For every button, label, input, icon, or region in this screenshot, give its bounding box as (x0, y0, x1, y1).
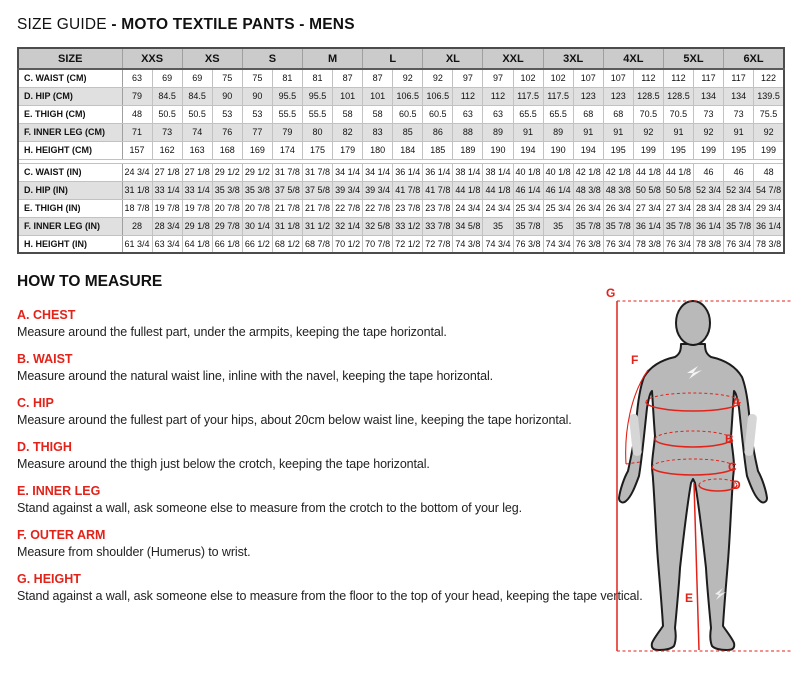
measure-item-text: Stand against a wall, ask someone else to measure from the crotch to the bottom of your leg. (17, 501, 522, 515)
size-column-header: L (363, 48, 423, 69)
row-label: H. HEIGHT (IN) (18, 235, 122, 253)
size-cell: 46 1/4 (543, 181, 573, 199)
size-cell: 90 (242, 87, 272, 105)
measure-item (17, 352, 617, 383)
size-cell: 64 1/8 (182, 235, 212, 253)
size-column-header: XXS (122, 48, 182, 69)
size-cell: 31 7/8 (302, 163, 332, 181)
size-cell: 76 3/4 (603, 235, 633, 253)
size-cell: 18 7/8 (122, 199, 152, 217)
size-cell: 39 3/4 (363, 181, 393, 199)
size-cell: 20 7/8 (242, 199, 272, 217)
size-cell: 75 (212, 69, 242, 87)
size-cell: 27 1/8 (182, 163, 212, 181)
size-cell: 84.5 (182, 87, 212, 105)
size-cell: 75 (242, 69, 272, 87)
size-cell: 81 (302, 69, 332, 87)
size-cell: 27 1/8 (152, 163, 182, 181)
size-column-header: XL (423, 48, 483, 69)
size-cell: 112 (453, 87, 483, 105)
size-cell: 128.5 (663, 87, 693, 105)
size-cell: 77 (242, 123, 272, 141)
measure-item-text: Measure around the fullest part, under the armpits, keeping the tape horizontal. (17, 325, 447, 339)
size-cell: 28 3/4 (693, 199, 723, 217)
size-cell: 28 (122, 217, 152, 235)
measure-item-label: A. CHEST (17, 308, 76, 322)
size-cell: 35 7/8 (663, 217, 693, 235)
row-label: F. INNER LEG (CM) (18, 123, 122, 141)
size-cell: 102 (513, 69, 543, 87)
size-cell: 48 3/8 (603, 181, 633, 199)
size-cell: 50 5/8 (633, 181, 663, 199)
size-cell: 71 (122, 123, 152, 141)
size-cell: 52 3/4 (693, 181, 723, 199)
table-row (18, 105, 784, 123)
figure-label-waist: B (725, 432, 734, 446)
measurement-figure (595, 286, 795, 668)
size-cell: 128.5 (633, 87, 663, 105)
size-cell: 23 7/8 (423, 199, 453, 217)
size-cell: 21 7/8 (302, 199, 332, 217)
size-cell: 107 (573, 69, 603, 87)
size-cell: 134 (724, 87, 754, 105)
size-cell: 40 1/8 (513, 163, 543, 181)
size-cell: 25 3/4 (543, 199, 573, 217)
size-cell: 87 (333, 69, 363, 87)
row-label: H. HEIGHT (CM) (18, 141, 122, 159)
size-cell: 27 3/4 (633, 199, 663, 217)
row-label: D. HIP (CM) (18, 87, 122, 105)
measure-item (17, 484, 617, 515)
size-cell: 195 (663, 141, 693, 159)
size-cell: 44 1/8 (663, 163, 693, 181)
size-cell: 35 7/8 (603, 217, 633, 235)
size-cell: 190 (483, 141, 513, 159)
measure-item-text: Stand against a wall, ask someone else to measure from the floor to the top of your head, keeping the tape vertical. (17, 589, 643, 603)
size-cell: 66 1/8 (212, 235, 242, 253)
how-to-measure-heading: HOW TO MEASURE (17, 273, 163, 290)
row-label: F. INNER LEG (IN) (18, 217, 122, 235)
size-cell: 83 (363, 123, 393, 141)
size-cell: 31 1/2 (302, 217, 332, 235)
size-cell: 112 (663, 69, 693, 87)
size-cell: 194 (573, 141, 603, 159)
page-title (17, 16, 785, 34)
size-cell: 70.5 (633, 105, 663, 123)
size-cell: 92 (754, 123, 784, 141)
measure-item-label: B. WAIST (17, 352, 73, 366)
size-cell: 19 7/8 (152, 199, 182, 217)
size-cell: 37 5/8 (272, 181, 302, 199)
size-cell: 88 (453, 123, 483, 141)
size-cell: 29 1/8 (182, 217, 212, 235)
size-column-header: M (302, 48, 362, 69)
size-cell: 139.5 (754, 87, 784, 105)
table-row (18, 235, 784, 253)
size-cell: 123 (603, 87, 633, 105)
size-cell: 26 3/4 (573, 199, 603, 217)
size-cell: 25 3/4 (513, 199, 543, 217)
size-cell: 63 3/4 (152, 235, 182, 253)
size-cell: 37 5/8 (302, 181, 332, 199)
size-cell: 174 (272, 141, 302, 159)
size-cell: 65.5 (543, 105, 573, 123)
size-cell: 34 1/4 (363, 163, 393, 181)
size-cell: 68 (573, 105, 603, 123)
size-cell: 55.5 (302, 105, 332, 123)
size-cell: 72 1/2 (393, 235, 423, 253)
size-cell: 117.5 (513, 87, 543, 105)
size-cell: 73 (724, 105, 754, 123)
size-cell: 27 3/4 (663, 199, 693, 217)
size-cell: 91 (513, 123, 543, 141)
measure-item (17, 572, 643, 603)
size-cell: 101 (333, 87, 363, 105)
measure-item-text: Measure around the fullest part of your hips, about 20cm below waist line, keeping the tape horizontal. (17, 413, 572, 427)
table-row (18, 141, 784, 159)
size-cell: 89 (543, 123, 573, 141)
measure-item-text: Measure from shoulder (Humerus) to wrist. (17, 545, 251, 559)
size-cell: 24 3/4 (122, 163, 152, 181)
table-row (18, 217, 784, 235)
size-cell: 36 1/4 (633, 217, 663, 235)
size-cell: 41 7/8 (393, 181, 423, 199)
size-cell: 44 1/8 (633, 163, 663, 181)
size-cell: 58 (333, 105, 363, 123)
how-to-measure-section (17, 273, 643, 603)
page-title-regular: SIZE GUIDE (17, 16, 107, 33)
measure-item (17, 440, 617, 471)
size-cell: 35 3/8 (212, 181, 242, 199)
size-cell: 33 1/2 (393, 217, 423, 235)
size-cell: 38 1/4 (483, 163, 513, 181)
table-row (18, 181, 784, 199)
size-cell: 76 (212, 123, 242, 141)
size-cell: 31 1/8 (272, 217, 302, 235)
size-cell: 63 (483, 105, 513, 123)
size-cell: 63 (122, 69, 152, 87)
size-cell: 32 1/4 (333, 217, 363, 235)
size-cell: 50.5 (152, 105, 182, 123)
size-cell: 76 3/8 (573, 235, 603, 253)
size-cell: 31 7/8 (272, 163, 302, 181)
size-column-header: XS (182, 48, 242, 69)
size-cell: 97 (483, 69, 513, 87)
figure-label-height: G (606, 286, 616, 300)
size-cell: 122 (754, 69, 784, 87)
size-cell: 76 3/8 (513, 235, 543, 253)
size-cell: 92 (393, 69, 423, 87)
row-label: E. THIGH (CM) (18, 105, 122, 123)
size-cell: 35 7/8 (513, 217, 543, 235)
size-cell: 92 (693, 123, 723, 141)
size-cell: 35 3/8 (242, 181, 272, 199)
size-cell: 97 (453, 69, 483, 87)
size-cell: 58 (363, 105, 393, 123)
size-cell: 78 3/8 (754, 235, 784, 253)
row-label: C. WAIST (IN) (18, 163, 122, 181)
size-cell: 79 (272, 123, 302, 141)
size-cell: 74 3/8 (453, 235, 483, 253)
size-cell: 91 (663, 123, 693, 141)
measure-item-text: Measure around the natural waist line, inline with the navel, keeping the tape horizontal. (17, 369, 494, 383)
size-cell: 48 (754, 163, 784, 181)
size-cell: 86 (423, 123, 453, 141)
size-corner-header: SIZE (18, 48, 122, 69)
size-cell: 70 7/8 (363, 235, 393, 253)
size-cell: 163 (182, 141, 212, 159)
size-cell: 46 (724, 163, 754, 181)
measure-item-label: D. THIGH (17, 440, 72, 454)
size-cell: 42 1/8 (573, 163, 603, 181)
head-shape (676, 301, 710, 345)
size-cell: 36 1/4 (423, 163, 453, 181)
size-cell: 33 1/4 (152, 181, 182, 199)
size-cell: 81 (272, 69, 302, 87)
size-cell: 36 1/4 (693, 217, 723, 235)
size-cell: 184 (393, 141, 423, 159)
size-cell: 78 3/8 (693, 235, 723, 253)
size-cell: 65.5 (513, 105, 543, 123)
size-column-header: 5XL (663, 48, 723, 69)
size-cell: 91 (573, 123, 603, 141)
size-cell: 91 (603, 123, 633, 141)
size-cell: 84.5 (152, 87, 182, 105)
size-cell: 78 3/8 (633, 235, 663, 253)
size-cell: 34 5/8 (453, 217, 483, 235)
size-cell: 112 (633, 69, 663, 87)
size-column-header: XXL (483, 48, 543, 69)
measure-item (17, 308, 617, 339)
size-cell: 29 1/2 (242, 163, 272, 181)
size-cell: 87 (363, 69, 393, 87)
size-cell: 36 1/4 (393, 163, 423, 181)
size-table (17, 47, 785, 254)
size-cell: 53 (212, 105, 242, 123)
size-cell: 117 (724, 69, 754, 87)
size-cell: 107 (603, 69, 633, 87)
size-cell: 68 (603, 105, 633, 123)
size-column-header: S (242, 48, 302, 69)
size-cell: 35 7/8 (573, 217, 603, 235)
size-cell: 41 7/8 (423, 181, 453, 199)
size-cell: 20 7/8 (212, 199, 242, 217)
size-cell: 195 (724, 141, 754, 159)
size-cell: 33 7/8 (423, 217, 453, 235)
size-cell: 46 (693, 163, 723, 181)
size-cell: 106.5 (423, 87, 453, 105)
size-cell: 24 3/4 (483, 199, 513, 217)
size-cell: 76 3/4 (663, 235, 693, 253)
row-label: D. HIP (IN) (18, 181, 122, 199)
size-cell: 169 (242, 141, 272, 159)
size-cell: 79 (122, 87, 152, 105)
size-cell: 21 7/8 (272, 199, 302, 217)
size-cell: 31 1/8 (122, 181, 152, 199)
size-cell: 106.5 (393, 87, 423, 105)
size-cell: 175 (302, 141, 332, 159)
size-cell: 63 (453, 105, 483, 123)
measure-item (17, 528, 617, 559)
measure-list (17, 308, 643, 603)
size-cell: 60.5 (423, 105, 453, 123)
size-cell: 199 (754, 141, 784, 159)
size-table-header-row (18, 48, 784, 69)
size-cell: 52 3/4 (724, 181, 754, 199)
size-cell: 90 (212, 87, 242, 105)
measure-item-label: G. HEIGHT (17, 572, 81, 586)
size-cell: 180 (363, 141, 393, 159)
size-cell: 199 (633, 141, 663, 159)
body-diagram (595, 286, 795, 668)
figure-label-chest: A (732, 395, 741, 409)
size-cell: 29 7/8 (212, 217, 242, 235)
size-cell: 189 (453, 141, 483, 159)
size-cell: 92 (423, 69, 453, 87)
table-row (18, 69, 784, 87)
size-cell: 95.5 (272, 87, 302, 105)
size-cell: 35 (543, 217, 573, 235)
size-cell: 134 (693, 87, 723, 105)
size-cell: 35 7/8 (724, 217, 754, 235)
size-cell: 44 1/8 (453, 181, 483, 199)
size-cell: 162 (152, 141, 182, 159)
size-cell: 23 7/8 (393, 199, 423, 217)
size-cell: 28 3/4 (724, 199, 754, 217)
size-cell: 55.5 (272, 105, 302, 123)
size-cell: 157 (122, 141, 152, 159)
size-cell: 50.5 (182, 105, 212, 123)
size-cell: 61 3/4 (122, 235, 152, 253)
size-cell: 53 (242, 105, 272, 123)
table-row (18, 123, 784, 141)
size-cell: 39 3/4 (333, 181, 363, 199)
size-cell: 69 (152, 69, 182, 87)
table-row (18, 87, 784, 105)
size-cell: 32 5/8 (363, 217, 393, 235)
size-cell: 80 (302, 123, 332, 141)
size-cell: 168 (212, 141, 242, 159)
size-cell: 60.5 (393, 105, 423, 123)
size-cell: 24 3/4 (453, 199, 483, 217)
size-cell: 101 (363, 87, 393, 105)
row-label: C. WAIST (CM) (18, 69, 122, 87)
size-cell: 50 5/8 (663, 181, 693, 199)
size-cell: 117.5 (543, 87, 573, 105)
size-column-header: 6XL (724, 48, 784, 69)
size-cell: 30 1/4 (242, 217, 272, 235)
page-title-bold: - MOTO TEXTILE PANTS - MENS (111, 16, 355, 33)
size-cell: 28 3/4 (152, 217, 182, 235)
size-cell: 66 1/2 (242, 235, 272, 253)
size-cell: 194 (513, 141, 543, 159)
size-cell: 46 1/4 (513, 181, 543, 199)
figure-label-inner-leg: E (685, 591, 694, 605)
size-cell: 95.5 (302, 87, 332, 105)
size-cell: 179 (333, 141, 363, 159)
size-cell: 26 3/4 (603, 199, 633, 217)
size-cell: 92 (633, 123, 663, 141)
size-cell: 68 7/8 (302, 235, 332, 253)
measure-item (17, 396, 617, 427)
figure-label-hip: C (728, 460, 737, 474)
size-column-header: 4XL (603, 48, 663, 69)
measure-item-label: C. HIP (17, 396, 54, 410)
size-cell: 74 3/4 (483, 235, 513, 253)
size-cell: 70 1/2 (333, 235, 363, 253)
size-cell: 33 1/4 (182, 181, 212, 199)
size-cell: 29 3/4 (754, 199, 784, 217)
table-row (18, 199, 784, 217)
size-cell: 190 (543, 141, 573, 159)
size-cell: 35 (483, 217, 513, 235)
size-cell: 44 1/8 (483, 181, 513, 199)
size-cell: 36 1/4 (754, 217, 784, 235)
size-cell: 74 3/4 (543, 235, 573, 253)
table-row (18, 163, 784, 181)
size-cell: 102 (543, 69, 573, 87)
size-cell: 69 (182, 69, 212, 87)
row-label: E. THIGH (IN) (18, 199, 122, 217)
size-cell: 117 (693, 69, 723, 87)
size-cell: 22 7/8 (333, 199, 363, 217)
size-cell: 68 1/2 (272, 235, 302, 253)
size-cell: 48 (122, 105, 152, 123)
size-cell: 19 7/8 (182, 199, 212, 217)
size-cell: 73 (693, 105, 723, 123)
size-cell: 75.5 (754, 105, 784, 123)
size-cell: 72 7/8 (423, 235, 453, 253)
size-cell: 112 (483, 87, 513, 105)
size-cell: 123 (573, 87, 603, 105)
measure-item-label: F. OUTER ARM (17, 528, 106, 542)
size-column-header: 3XL (543, 48, 603, 69)
size-cell: 54 7/8 (754, 181, 784, 199)
measure-item-text: Measure around the thigh just below the crotch, keeping the tape horizontal. (17, 457, 430, 471)
measure-item-label: E. INNER LEG (17, 484, 101, 498)
size-cell: 195 (603, 141, 633, 159)
size-cell: 91 (724, 123, 754, 141)
size-cell: 29 1/2 (212, 163, 242, 181)
figure-label-outer-arm: F (631, 353, 639, 367)
size-cell: 85 (393, 123, 423, 141)
size-cell: 185 (423, 141, 453, 159)
size-cell: 73 (152, 123, 182, 141)
size-cell: 82 (333, 123, 363, 141)
size-cell: 70.5 (663, 105, 693, 123)
size-cell: 40 1/8 (543, 163, 573, 181)
size-cell: 199 (693, 141, 723, 159)
size-cell: 89 (483, 123, 513, 141)
size-cell: 38 1/4 (453, 163, 483, 181)
size-cell: 48 3/8 (573, 181, 603, 199)
size-cell: 34 1/4 (333, 163, 363, 181)
figure-label-thigh: D (732, 478, 741, 492)
size-cell: 22 7/8 (363, 199, 393, 217)
size-cell: 76 3/4 (724, 235, 754, 253)
size-cell: 42 1/8 (603, 163, 633, 181)
size-cell: 74 (182, 123, 212, 141)
